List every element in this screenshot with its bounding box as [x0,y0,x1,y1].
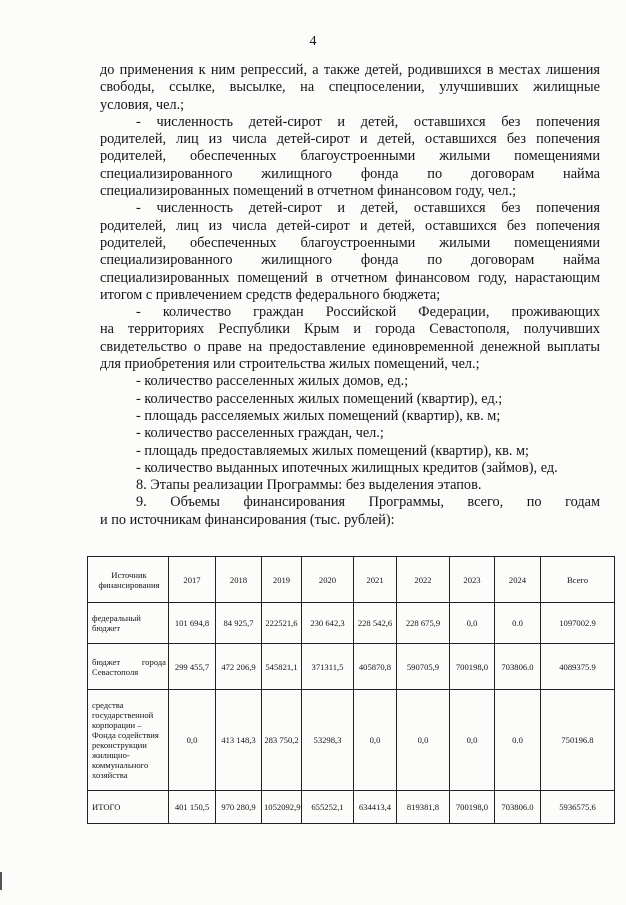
text-line: до применения к ним репрессий, а также детей, родившихся в местах лишения [100,62,600,78]
header-source: Источник финансирования [88,557,169,603]
header-year: 2020 [302,557,354,603]
header-year: 2024 [495,557,541,603]
table-cell: 230 642,3 [302,603,354,644]
table-cell: 0,0 [169,690,216,791]
table-cell: 222521,6 [262,603,302,644]
text-line: специализированного жилищного фонда по договорам найма [100,165,600,182]
text-line: свидетельство о праве на предоставление единовременной денежной выплаты [100,338,600,355]
table-cell: 228 542,6 [354,603,397,644]
table-cell: 228 675,9 [397,603,450,644]
scan-edge-mark [0,872,2,890]
text-line: специализированного жилищного фонда по договорам найма [100,252,600,269]
section-8: 8. Этапы реализации Программы: без выделения этапов. [136,477,482,494]
text-line: - численность детей-сирот и детей, оставшихся без попечения [136,200,600,217]
table-cell: 299 455,7 [169,644,216,690]
row-total: 1097002.9 [541,603,615,644]
table-cell: 101 694,8 [169,603,216,644]
table-cell: 401 150,5 [169,791,216,824]
financing-table [87,556,615,824]
table-cell: 405870,8 [354,644,397,690]
text-line: специализированных помещений в отчетном финансовом году, чел.; [100,183,517,200]
table-cell: 413 148,3 [216,690,262,791]
table-cell: 590705,9 [397,644,450,690]
page-number: 4 [309,34,317,49]
list-item: - количество выданных ипотечных жилищных кредитов (займов), ед. [136,459,558,476]
text-line: - количество граждан Российской Федерации, проживающих [136,304,600,321]
header-year: 2019 [262,557,302,603]
table-cell: 0,0 [397,690,450,791]
table-cell: 371311,5 [302,644,354,690]
table-cell: 0,0 [450,690,495,791]
text-line: родителей, лиц из числа детей-сирот и детей, оставшихся без попечения [100,131,600,148]
table-cell: 0,0 [450,603,495,644]
table-cell: 0.0 [495,603,541,644]
header-year: 2017 [169,557,216,603]
table-cell: 472 206,9 [216,644,262,690]
table-cell: 634413,4 [354,791,397,824]
table-row [88,791,615,824]
header-total: Всего [541,557,615,603]
row-source-part: Севастополя [92,666,139,677]
row-total: 750196.8 [541,690,615,791]
table-cell: 53298,3 [302,690,354,791]
row-source: федеральный бюджет [88,603,169,644]
table-cell: 700198,0 [450,644,495,690]
row-total: 5936575.6 [541,791,615,824]
table-cell: 819381,8 [397,791,450,824]
text-line: - численность детей-сирот и детей, оставшихся без попечения [136,113,600,130]
text-line: условия, чел.; [100,96,185,113]
text-line: родителей, обеспеченных благоустроенными жилыми помещениями [100,148,600,165]
text-line: родителей, лиц из числа детей-сирот и детей, оставшихся без попечения [100,217,600,234]
header-year: 2018 [216,557,262,603]
table-cell: 700198,0 [450,791,495,824]
text-line: специализированных помещений в отчетном финансовом году, нарастающим [100,269,600,286]
table-cell: 703806.0 [495,791,541,824]
table-row [88,644,615,690]
text-line: на территориях Республики Крым и города Севастополя, получивших [100,321,600,338]
header-year: 2022 [397,557,450,603]
row-source-part: бюджет города [92,656,166,667]
table-cell: 545821,1 [262,644,302,690]
row-total: 4089375.9 [541,644,615,690]
table-cell: 655252,1 [302,791,354,824]
row-source: средства государственной корпорации – Фонда содействия реконструкции жилищно-коммунального хозяйства [88,690,169,791]
table-cell: 283 750,2 [262,690,302,791]
text-line: для приобретения или строительства жилых помещений, чел.; [100,356,480,373]
row-source [88,644,169,690]
table-cell: 0,0 [354,690,397,791]
header-year: 2021 [354,557,397,603]
text-line: свободы, ссылке, высылке, на спецпоселении, улучшивших жилищные [100,79,600,96]
table-row [88,603,615,644]
list-item: - количество расселенных жилых помещений (квартир), ед.; [136,390,503,407]
table-row [88,690,615,791]
document-body [100,62,600,529]
table-cell: 1052092,9 [262,791,302,824]
table-cell: 0.0 [495,690,541,791]
list-item: - количество расселенных жилых домов, ед.; [136,373,409,390]
section-9-line: и по источникам финансирования (тыс. рублей): [100,511,395,528]
table-cell: 703806.0 [495,644,541,690]
table-cell: 970 280,9 [216,791,262,824]
text-line: родителей, обеспеченных благоустроенными жилыми помещениями [100,234,600,251]
table-cell: 84 925,7 [216,603,262,644]
row-source: ИТОГО [88,791,169,824]
list-item: - площадь предоставляемых жилых помещений (квартир), кв. м; [136,442,530,459]
list-item: - площадь расселяемых жилых помещений (квартир), кв. м; [136,407,501,424]
header-year: 2023 [450,557,495,603]
text-line: итогом с привлечением средств федерального бюджета; [100,286,441,303]
table-header-row [88,557,615,603]
list-item: - количество расселенных граждан, чел.; [136,425,384,442]
section-9-line: 9. Объемы финансирования Программы, всего, по годам [136,494,600,511]
